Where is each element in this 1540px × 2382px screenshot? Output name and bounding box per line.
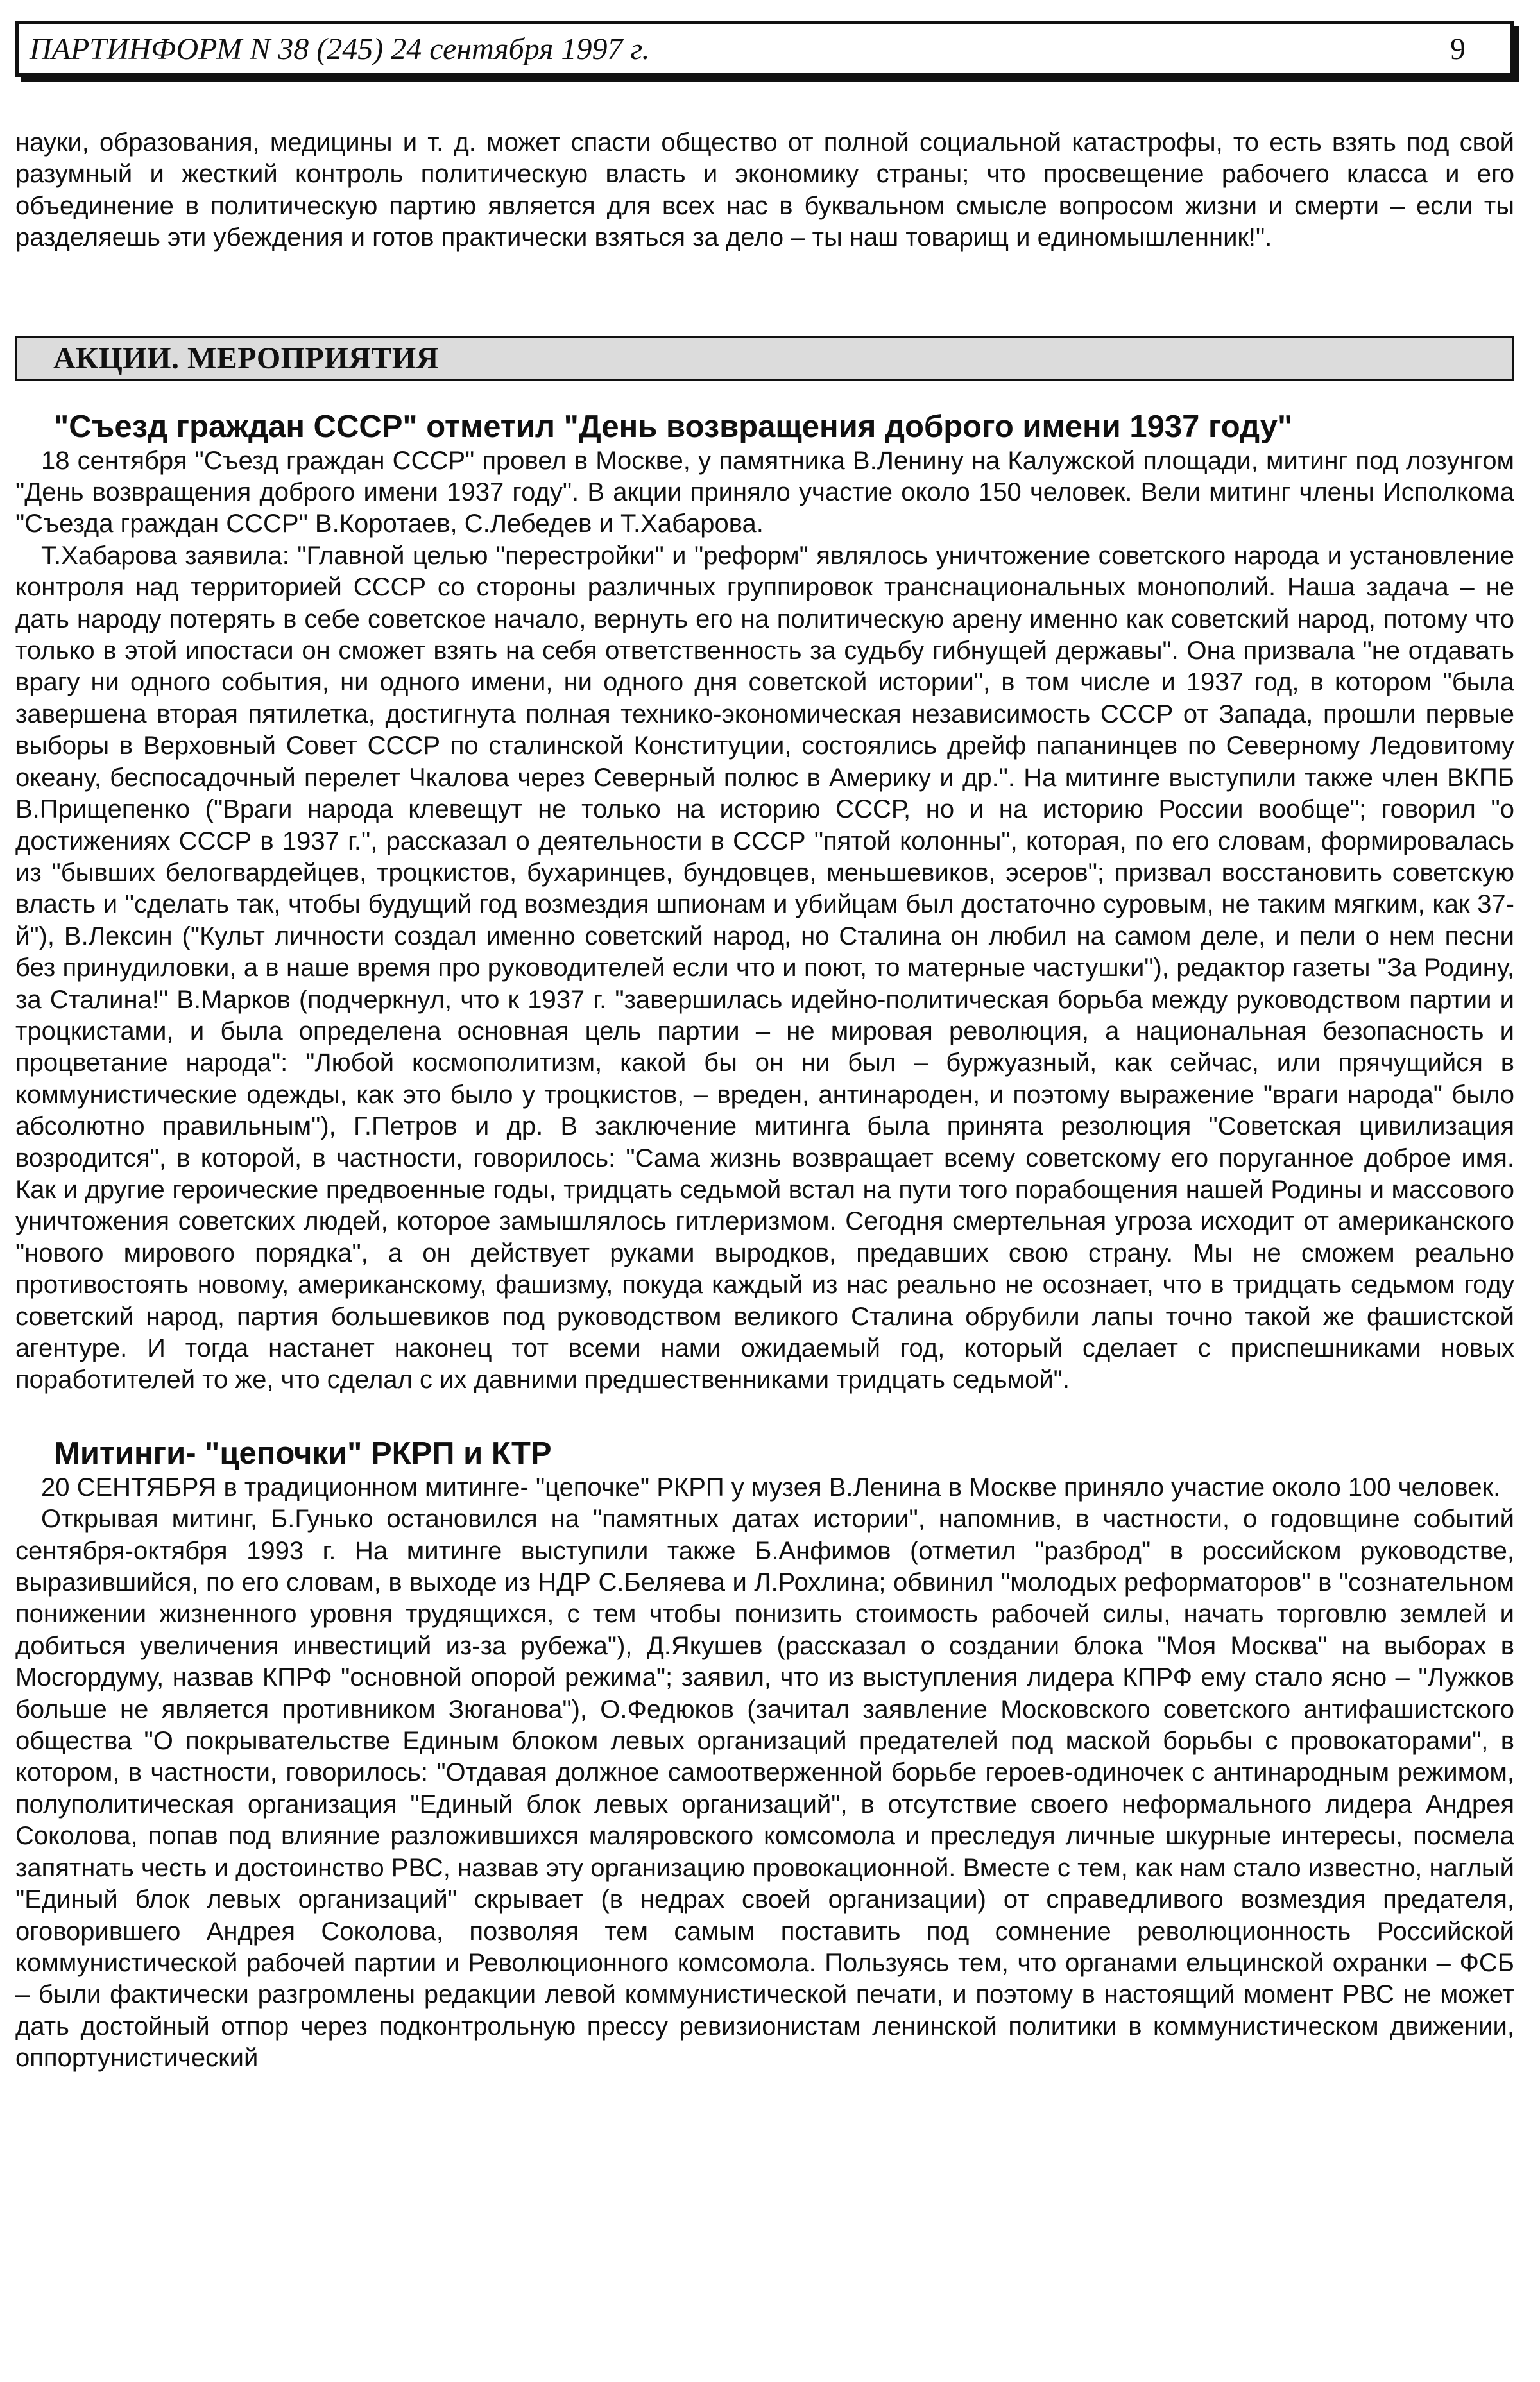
section-heading <box>15 336 1514 381</box>
intro-paragraph: науки, образования, медицины и т. д. может спасти общество от полной социальной катастрофы, то есть взять под свой разумный и жесткий контроль политическую власть и экономику страны; что просвещение рабочего класса и его объединение в политическую партию является для всех нас в буквальном смысле вопросом жизни и смерти – если ты разделяешь эти убеждения и готов практически взяться за дело – ты наш товарищ и единомышленник!". <box>15 128 1514 252</box>
page-header <box>15 21 1514 77</box>
article-1 <box>15 408 1514 1396</box>
page-number: 9 <box>1450 31 1466 66</box>
header-title: ПАРТИНФОРМ N 38 (245) 24 сентября 1997 г. <box>30 31 650 66</box>
article-title: Митинги- "цепочки" РКРП и КТР <box>54 1435 552 1471</box>
article-paragraph: 18 сентября "Съезд граждан СССР" провел в Москве, у памятника В.Ленину на Калужской площади, митинг под лозунгом "День возвращения доброго имени 1937 году". В акции приняло участие около 150 человек. Вели митинг члены Исполкома "Съезда граждан СССР" В.Коротаев, С.Лебедев и Т.Хабарова. <box>15 446 1514 538</box>
article-title: "Съезд граждан СССР" отметил "День возвращения доброго имени 1937 году" <box>54 409 1293 444</box>
article-2 <box>15 1435 1514 2075</box>
newspaper-page <box>15 21 1514 2075</box>
article-paragraph: 20 СЕНТЯБРЯ в традиционном митинге- "цепочке" РКРП у музея В.Ленина в Москве приняло участие около 100 человек. <box>41 1473 1501 1502</box>
article-paragraph: Открывая митинг, Б.Гунько остановился на "памятных датах истории", напомнив, в частности, о годовщине событий сентября-октября 1993 г. На митинге выступили также Б.Анфимов (отметил "разброд" в российском руководстве, выразившийся, по его словам, в выходе из НДР С.Беляева и Л.Рохлина; обвинил "молодых реформаторов" в "сознательном понижении жизненного уровня трудящихся, с тем чтобы понизить стоимость рабочей силы, начать торговлю землей и добиться увеличения инвестиций из-за рубежа"), Д.Якушев (рассказал о создании блока "Моя Москва" на выборах в Мосгордуму, назвав КПРФ "основной опорой режима"; заявил, что из выступления лидера КПРФ ему стало ясно – "Лужков больше не является противником Зюганова"), О.Федюков (зачитал заявление Московского советского антифашистского общества "О покрывательстве Единым блоком левых организаций предателей под маской борьбы с провокаторами", в котором, в частности, говорилось: "Отдавая должное самоотверженной борьбе героев-одиночек с антинародным режимом, полуполитическая организация "Единый блок левых организаций", в отсутствие своего неформального лидера Андрея Соколова, попав под влияние разложившихся маляровского комсомола и преследуя личные шкурные интересы, посмела запятнать честь и достоинство РВС, назвав эту организацию провокационной. Вместе с тем, как нам стало известно, наглый "Единый блок левых организаций" скрывает (в недрах своей организации) от справедливого возмездия предателя, оговорившего Андрея Соколова, позволяя тем самым поставить под сомнение революционность Российской коммунистической рабочей партии и Революционного комсомола. Пользуясь тем, что органами ельцинской охранки – ФСБ – были фактически разгромлены редакции левой коммунистической печати, и поэтому в настоящий момент РВС не может дать достойный отпор через подконтрольную прессу ревизионистам ленинской политики в коммунистическом движении, оппортунистический <box>15 1505 1514 2073</box>
article-paragraph: Т.Хабарова заявила: "Главной целью "перестройки" и "реформ" являлось уничтожение советского народа и установление контроля над территорией СССР со стороны различных группировок транснациональных монополий. Наша задача – не дать народу потерять в себе советское начало, вернуть его на политическую арену именно как советский народ, потому что только в этой ипостаси он сможет взять на себя ответственность за судьбу гибнущей державы". Она призвала "не отдавать врагу ни одного события, ни одного имени, ни одного дня советской истории", в том числе и 1937 год, в котором "была завершена вторая пятилетка, достигнута полная технико-экономическая независимость СССР от Запада, прошли первые выборы в Верховный Совет СССР по сталинской Конституции, состоялись дрейф папанинцев по Северному Ледовитому океану, беспосадочный перелет Чкалова через Северный полюс в Америку и др.". На митинге выступили также член ВКПБ В.Прищепенко ("Враги народа клевещут не только на историю СССР, но и на историю России вообще"; говорил "о достижениях СССР в 1937 г.", рассказал о деятельности в СССР "пятой колонны", которая, по его словам, формировалась из "бывших белогвардейцев, троцкистов, бухаринцев, бундовцев, меньшевиков, эсеров"; призвал восстановить советскую власть и "сделать так, чтобы будущий год возмездия шпионам и убийцам был достаточно суровым, не таким мягким, как 37-й"), В.Лексин ("Культ личности создал именно советский народ, но Сталина он любил на самом деле, и пели о нем песни без принудиловки, а в наше время про руководителей если что и поют, то матерные частушки"), редактор газеты "За Родину, за Сталина!" В.Марков (подчеркнул, что к 1937 г. "завершилась идейно-политическая борьба между руководством партии и троцкистами, и была определена основная цель партии – не мировая революция, а национальная безопасность и процветание народа": "Любой космополитизм, какой бы он ни был – буржуазный, как сейчас, или прячущийся в коммунистические одежды, как это было у троцкистов, – вреден, антинароден, и поэтому выражение "враги народа" было абсолютно правильным"), Г.Петров и др. В заключение митинга была принята резолюция "Советская цивилизация возродится", в которой, в частности, говорилось: "Сама жизнь возвращает всему советскому его поруганное доброе имя. Как и другие героические предвоенные годы, тридцать седьмой встал на пути того порабощения нашей Родины и массового уничтожения советских людей, которое замышлялось гитлеризмом. Сегодня смертельная угроза исходит от американского "нового мирового порядка", а он действует руками выродков, предавших свою страну. Мы не сможем реально противостоять новому, американскому, фашизму, покуда каждый из нас реально не осознает, что в тридцать седьмом году советский народ, партия большевиков под руководством великого Сталина обрубили лапы точно такой же фашистской агентуре. И тогда настанет наконец тот всеми нами ожидаемый год, который сделает с приспешниками новых поработителей то же, что сделал с их давними предшественниками тридцать седьмой". <box>15 541 1514 1394</box>
section-title: АКЦИИ. МЕРОПРИЯТИЯ <box>53 341 439 376</box>
